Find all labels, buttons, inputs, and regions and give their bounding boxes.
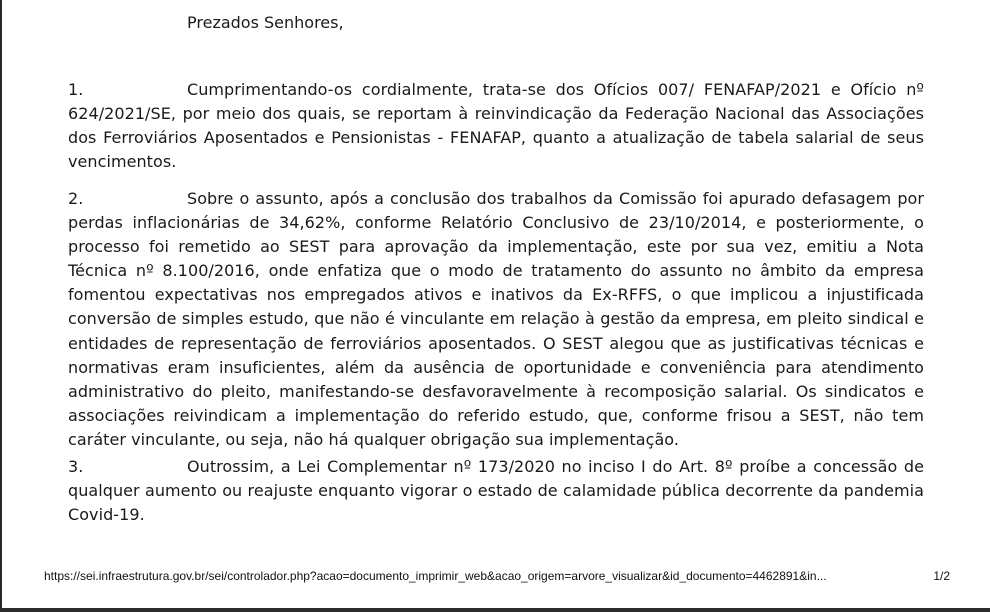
paragraph-2-number: 2. xyxy=(68,189,84,208)
paragraph-3-text: Outrossim, a Lei Complementar nº 173/2020 no inciso I do Art. 8º proíbe a concessão de qualquer aumento ou reajuste enquanto vigorar o estado de calamidade pública decorrente da pandemia Covid-19. xyxy=(68,457,924,525)
paragraph-3-number: 3. xyxy=(68,457,84,476)
paragraph-1-number: 1. xyxy=(68,80,84,99)
page-bottom-border xyxy=(0,608,990,612)
paragraph-1 xyxy=(68,78,924,174)
paragraph-2 xyxy=(68,187,924,452)
page-left-border xyxy=(0,0,2,608)
paragraph-1-text: Cumprimentando-os cordialmente, trata-se dos Ofícios 007/ FENAFAP/2021 e Ofício nº 624/2021/SE, por meio dos quais, se reportam à reinvindicação da Federação Nacional das Associações dos Ferroviários Aposentados e Pensionistas - FENAFAP, quanto a atualização de tabela salarial de seus vencimentos. xyxy=(68,80,924,172)
footer-page-number: 1/2 xyxy=(933,569,950,583)
footer-url[interactable]: https://sei.infraestrutura.gov.br/sei/controlador.php?acao=documento_imprimir_web&acao_origem=arvore_visualizar&id_documento=4462891&in... xyxy=(44,569,827,583)
paragraph-3 xyxy=(68,455,924,527)
paragraph-2-text: Sobre o assunto, após a conclusão dos trabalhos da Comissão foi apurado defasagem por perdas inflacionárias de 34,62%, conforme Relatório Conclusivo de 23/10/2014, e posteriormente, o processo foi remetido ao SEST para aprovação da implementação, este por sua vez, emitiu a Nota Técnica nº 8.100/2016, onde enfatiza que o modo de tratamento do assunto no âmbito da empresa fomentou expectativas nos empregados ativos e inativos da Ex-RFFS, o que implicou a injustificada conversão de simples estudo, que não é vinculante em relação à gestão da empresa, em pleito sindical e entidades de representação de ferroviários aposentados. O SEST alegou que as justificativas técnicas e normativas eram insuficientes, além da ausência de oportunidade e conveniência para atendimento administrativo do pleito, manifestando-se desfavoravelmente à recomposição salarial. Os sindicatos e associações reivindicam a implementação do referido estudo, que, conforme frisou a SEST, não tem caráter vinculante, ou seja, não há qualquer obrigação sua implementação. xyxy=(68,189,924,449)
salutation: Prezados Senhores, xyxy=(187,13,344,32)
